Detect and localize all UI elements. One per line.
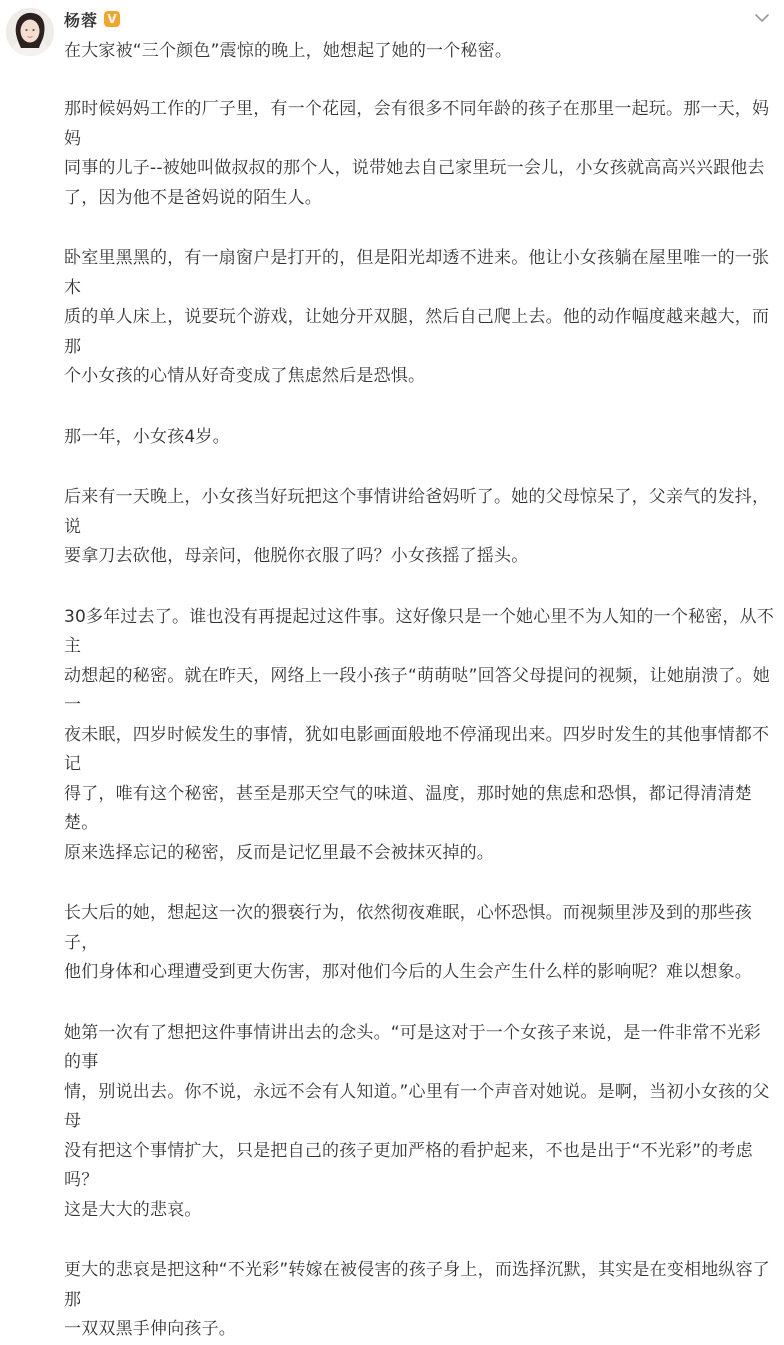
- author-row: [64, 6, 120, 32]
- post-text: [64, 38, 778, 1345]
- post-paragraph: 那时候妈妈工作的厂子里，有一个花园，会有很多不同年龄的孩子在那里一起玩。那一天，妈妈 同事的儿子--被她叫做叔叔的那个人，说带她去自己家里玩一会儿，小女孩就高高兴兴跟他去 了，因为他不是爸妈说的陌生人。: [64, 99, 770, 208]
- verified-badge-icon: V: [104, 11, 120, 27]
- post-paragraph: 在大家被“三个颜色”震惊的晚上，她想起了她的一个秘密。: [64, 41, 513, 61]
- chevron-down-icon[interactable]: [752, 10, 772, 26]
- post-paragraph: 那一年，小女孩4岁。: [64, 426, 230, 447]
- post-paragraph: 更大的悲哀是把这种“不光彩”转嫁在被侵害的孩子身上，而选择沉默，其实是在变相地纵容了那 一双双黑手伸向孩子。: [64, 1260, 771, 1339]
- post-paragraph: 她第一次有了想把这件事情讲出去的念头。“可是这对于一个女孩子来说，是一件非常不光彩的事 情，别说出去。你不说，永远不会有人知道。”心里有一个声音对她说。是啊，当初小女孩的父母 没有把这个事情扩大，只是把自己的孩子更加严格的看护起来，不也是出于“不光彩”的考虑吗？ 这是大大的悲哀。: [64, 1022, 770, 1220]
- post-paragraph: 后来有一天晚上，小女孩当好玩把这个事情讲给爸妈听了。她的父母惊呆了，父亲气的发抖，说 要拿刀去砍他，母亲问，他脱你衣服了吗？小女孩摇了摇头。: [64, 487, 770, 566]
- avatar[interactable]: [6, 8, 54, 56]
- post-paragraph: 长大后的她，想起这一次的猥亵行为，依然彻夜难眠，心怀恐惧。而视频里涉及到的那些孩子， 他们身体和心理遭受到更大伤害，那对他们今后的人生会产生什么样的影响呢？难以想象。: [64, 903, 752, 982]
- author-name[interactable]: 杨蓉: [64, 10, 99, 30]
- avatar-image: [6, 8, 54, 56]
- post-paragraph: 30多年过去了。谁也没有再提起过这件事。这好像只是一个她心里不为人知的一个秘密，从不主 动想起的秘密。就在昨天，网络上一段小孩子“萌萌哒”回答父母提问的视频，让她崩溃了。她一 夜未眠，四岁时候发生的事情，犹如电影画面般地不停涌现出来。四岁时发生的其他事情都不记 得了，唯有这个秘密，甚至是那天空气的味道、温度，那时她的焦虑和恐惧，都记得清清楚楚。 原来选择忘记的秘密，反而是记忆里最不会被抹灭掉的。: [64, 606, 775, 863]
- post-paragraph: 卧室里黑黑的，有一扇窗户是打开的，但是阳光却透不进来。他让小女孩躺在屋里唯一的一张木 质的单人床上，说要玩个游戏，让她分开双腿，然后自己爬上去。他的动作幅度越来越大，而那 个小女孩的心情从好奇变成了焦虑然后是恐惧。: [64, 248, 770, 386]
